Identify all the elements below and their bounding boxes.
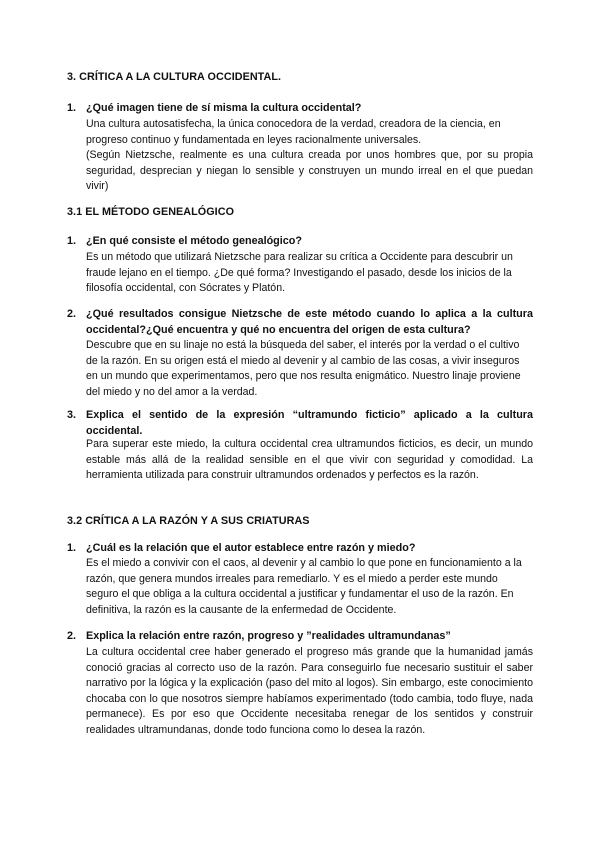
question-number: 1. <box>67 102 77 114</box>
section-3-2-heading: 3.2 CRÍTICA A LA RAZÓN Y A SUS CRIATURAS <box>67 515 310 527</box>
question-number: 3. <box>67 409 77 421</box>
question-text: ¿En qué consiste el método genealógico? <box>86 235 302 247</box>
answer-3-1-2 <box>86 338 533 400</box>
answer-3-1-3 <box>86 437 533 484</box>
answer-1 <box>86 117 533 195</box>
answer-text: Para superar este miedo, la cultura occidental crea ultramundos ficticios, es decir, un mundo estable más allá de la realidad sensible en el que vivir con seguridad y comodidad. La herramienta utilizada para construir ultramundos ordenados y perfectos es la razón. <box>86 438 533 482</box>
question-text: Explica la relación entre razón, progreso y ”realidades ultramundanas” <box>86 630 451 642</box>
answer-text: Es un método que utilizará Nietzsche para realizar su crítica a Occidente para descubrir un fraude lejano en el tiempo. ¿De qué forma? Investigando el pasado, desde los inicios de la filosofía occidental, con Sócrates y Platón. <box>86 251 513 295</box>
question-3-1-1 <box>67 234 533 250</box>
question-number: 2. <box>67 630 77 642</box>
section-3-heading: 3. CRÍTICA A LA CULTURA OCCIDENTAL. <box>67 71 282 83</box>
question-text: ¿Qué imagen tiene de sí misma la cultura occidental? <box>86 102 362 114</box>
answer-text: La cultura occidental cree haber generado el progreso más grande que la humanidad jamás conoció gracias al correcto uso de la razón. Para conseguirlo fue necesario sustituir el saber narrativo por la lógica y la explicación (paso del mito al logos). Sin embargo, este conocimiento chocaba con lo que nosotros siempre habíamos experimentado (todo cambia, todo fluye, nada permanece). Es por eso que Occidente necesitaba renegar de los sentidos y construir realidades ultramundanas, donde todo funciona como lo desea la razón. <box>86 646 533 736</box>
answer-3-1-1 <box>86 250 533 297</box>
question-3-1-3 <box>67 408 533 439</box>
answer-3-2-2 <box>86 645 533 739</box>
question-number: 1. <box>67 542 77 554</box>
question-text: Explica el sentido de la expresión “ultramundo ficticio” aplicado a la cultura occidental. <box>86 409 533 437</box>
question-text: ¿Cuál es la relación que el autor establece entre razón y miedo? <box>86 542 416 554</box>
answer-text: Una cultura autosatisfecha, la única conocedora de la verdad, creadora de la ciencia, en progreso continuo y fundamentada en leyes racionalmente universales. <box>86 118 501 146</box>
question-number: 1. <box>67 235 77 247</box>
answer-3-2-1 <box>86 556 533 618</box>
answer-text: Es el miedo a convivir con el caos, al devenir y al cambio lo que pone en funcionamiento a la razón, que genera mundos irreales para remediarlo. Y es el miedo a perder este mundo seguro el que obliga a la cultura occidental a justificar y fundamentar el uso de la razón. En definitiva, la razón es la causante de la enfermedad de Occidente. <box>86 557 522 616</box>
question-number: 2. <box>67 308 77 320</box>
question-text: ¿Qué resultados consigue Nietzsche de este método cuando lo aplica a la cultura occidental?¿Qué encuentra y qué no encuentra del origen de esta cultura? <box>86 308 533 336</box>
question-3-2-2 <box>67 629 533 645</box>
answer-note: (Según Nietzsche, realmente es una cultura creada por unos hombres que, por su propia seguridad, desprecian y niegan lo sensible y construyen un mundo irreal en el que puedan vivir) <box>86 149 533 193</box>
answer-text: Descubre que en su linaje no está la búsqueda del saber, el interés por la verdad o el cultivo de la razón. En su origen está el miedo al devenir y al cambio de las cosas, a vivir inseguros en un mundo que experimentamos, pero que nos resulta enigmático. Nuestro linaje proviene del miedo y no del amor a la verdad. <box>86 339 521 398</box>
question-1 <box>67 101 533 117</box>
question-3-2-1 <box>67 541 533 557</box>
question-3-1-2 <box>67 307 533 338</box>
section-3-1-heading: 3.1 EL MÉTODO GENEALÓGICO <box>67 206 235 218</box>
